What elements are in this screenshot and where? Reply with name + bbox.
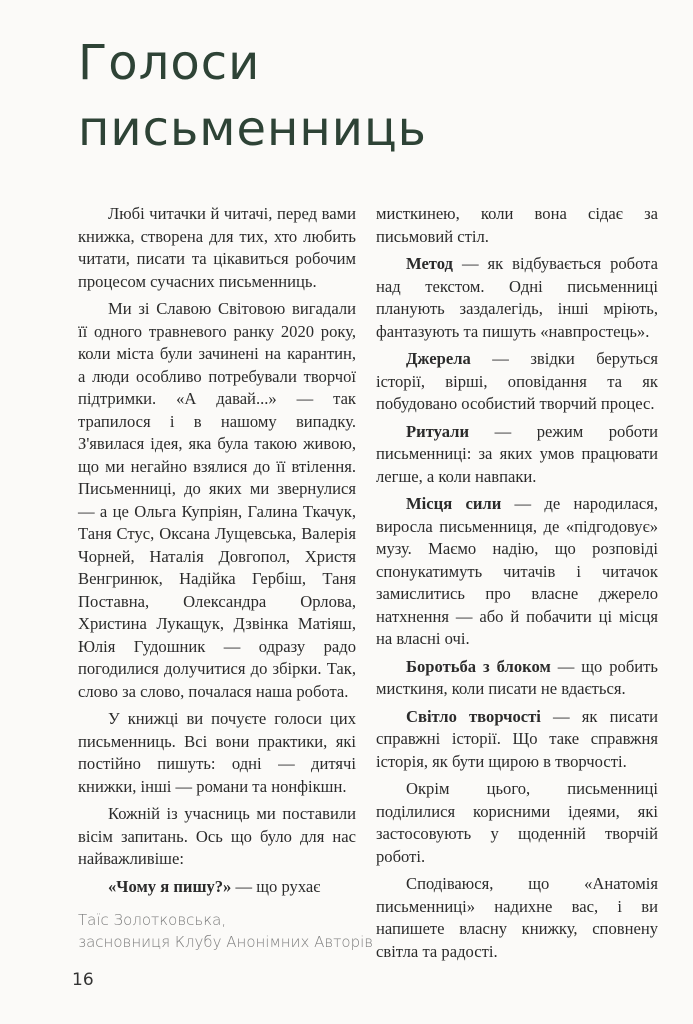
question-label: Метод	[406, 254, 453, 273]
paragraph: Ми зі Славою Світовою вигадали її одного травневого ранку 2020 року, коли міста були зачинені на карантин, а люди особливо потребували творчої підтримки. «А давай...» — так трапилося і в нашому випадку. З'явилася ідея, яка була такою живою, що ми негайно взялися до її втілення. Письменниці, до яких ми звернулися — а це Ольга Купріян, Галина Ткачук, Таня Стус, Оксана Лущевська, Валерія Чорней, Наталія Довгопол, Христя Венгринюк, Надійка Гербіш, Таня Поставна, Олександра Орлова, Христина Лукащук, Дзвінка Матіяш, Юлія Гудошник — одразу радо погодилися долучитися до збірки. Так, слово за слово, почалася наша робота.	[78, 299, 356, 701]
paragraph: «Чому я пишу?» — що рухає	[108, 876, 321, 896]
paragraph: Джерела — звідки беруться історії, вірші, оповідання та як побудовано особистий творчий процес.	[376, 349, 658, 413]
page-number: 16	[72, 970, 94, 990]
author-signature	[78, 909, 373, 953]
paragraph: Ритуали — режим роботи письменниці: за яких умов працювати легше, а коли навпаки.	[376, 421, 658, 486]
paragraph: Окрім цього, письменниці поділилися корисними ідеями, які застосовують у щоденній творчій роботі.	[376, 779, 658, 866]
title-line-2: письменниць	[78, 101, 427, 157]
author-role: засновниця Клубу Анонімних Авторів	[78, 933, 374, 951]
title-line-1: Голоси	[78, 35, 261, 91]
paragraph: Метод — як відбувається робота над текстом. Одні письменниці планують заздалегідь, інші мріють, фантазують та пишуть «навпростець».	[376, 254, 658, 341]
question-label: Джерела	[406, 349, 471, 368]
question-label: Місця сили	[406, 494, 502, 513]
question-label: Світло творчості	[406, 706, 541, 726]
question-label: Ритуали	[406, 421, 470, 441]
right-column	[376, 203, 658, 963]
paragraph: Сподіваюся, що «Анатомія письменниці» надихне вас, і ви напишете власну книжку, сповнену світла та радості.	[376, 874, 658, 961]
paragraph: Боротьба з блоком — що робить мисткиня, коли писати не вдається.	[376, 656, 658, 698]
page-title	[78, 30, 427, 162]
paragraph: Світло творчості — як писати справжні історії. Що таке справжня історія, як бути щирою в творчості.	[376, 706, 658, 771]
paragraph: Кожній із учасниць ми поставили вісім запитань. Ось що було для нас найважливіше:	[78, 804, 356, 868]
question-label: «Чому я пишу?»	[108, 876, 232, 896]
question-label: Боротьба з блоком	[406, 656, 551, 676]
paragraph: мисткинею, коли вона сідає за письмовий стіл.	[376, 204, 658, 246]
author-name: Таїс Золотковська,	[78, 911, 227, 929]
left-column	[78, 203, 356, 898]
paragraph: Місця сили — де народилася, виросла письменниця, де «підгодовує» музу. Маємо надію, що розповіді спонукатимуть читачів і читачок замислитись про власне джерело натхнення — або й побачити ці місця на власні очі.	[376, 494, 658, 648]
paragraph: У книжці ви почуєте голоси цих письменниць. Всі вони практики, які постійно пишуть: одні — дитячі книжки, інші — романи та нонфікшн.	[78, 709, 356, 796]
paragraph: Любі читачки й читачі, перед вами книжка, створена для тих, хто любить читати, писати та цікавиться робочим процесом сучасних письменниць.	[78, 204, 356, 291]
